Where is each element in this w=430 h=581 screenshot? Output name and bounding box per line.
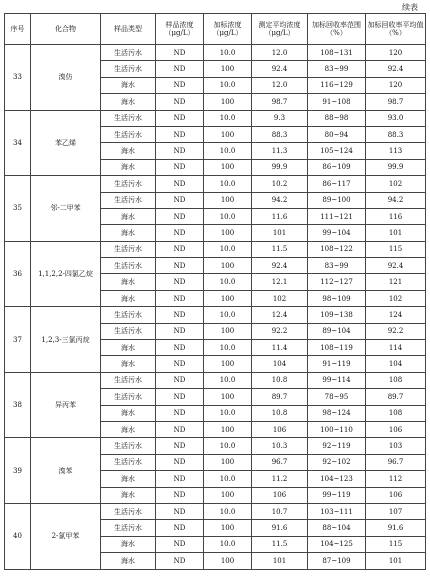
sample-conc-cell: ND [156,143,204,159]
recovery-mean-cell: 98.7 [366,94,426,110]
spike-conc-cell: 100 [204,323,252,339]
sample-type-cell: 生活污水 [101,192,156,208]
spike-conc-cell: 10.0 [204,45,252,61]
recovery-range-cell: 86~109 [308,159,366,175]
recovery-range-cell: 98~109 [308,290,366,306]
mean-measured-cell: 106 [252,487,308,503]
sample-type-cell: 海水 [101,94,156,110]
table-row [5,372,426,388]
mean-measured-cell: 11.5 [252,241,308,257]
table-row [5,110,426,126]
recovery-range-cell: 89~104 [308,323,366,339]
header-no: 序号 [5,14,31,45]
sample-type-cell: 海水 [101,536,156,552]
recovery-range-cell: 108~119 [308,340,366,356]
spike-conc-cell: 100 [204,356,252,372]
sample-conc-cell: ND [156,405,204,421]
spike-conc-cell: 100 [204,61,252,77]
mean-measured-cell: 11.5 [252,536,308,552]
sample-type-cell: 海水 [101,274,156,290]
mean-measured-cell: 10.3 [252,438,308,454]
recovery-mean-cell: 99.9 [366,159,426,175]
sample-conc-cell: ND [156,471,204,487]
sample-type-cell: 海水 [101,421,156,437]
sample-type-cell: 生活污水 [101,438,156,454]
compound-name-cell: 溴苯 [31,438,101,504]
recovery-range-cell: 99~104 [308,225,366,241]
spike-conc-cell: 100 [204,290,252,306]
recovery-mean-cell: 108 [366,405,426,421]
compound-no-cell: 39 [5,438,31,504]
spike-conc-cell: 10.0 [204,208,252,224]
sample-conc-cell: ND [156,61,204,77]
sample-conc-cell: ND [156,126,204,142]
recovery-range-cell: 112~127 [308,274,366,290]
sample-type-cell: 生活污水 [101,110,156,126]
recovery-range-cell: 103~111 [308,503,366,519]
mean-measured-cell: 92.4 [252,258,308,274]
spike-conc-cell: 10.0 [204,503,252,519]
spike-conc-cell: 100 [204,258,252,274]
compound-name-cell: 异丙苯 [31,372,101,438]
compound-no-cell: 35 [5,176,31,242]
spike-conc-cell: 10.0 [204,471,252,487]
spike-conc-cell: 100 [204,159,252,175]
header-row [5,14,426,45]
recovery-mean-cell: 116 [366,208,426,224]
mean-measured-cell: 102 [252,290,308,306]
recovery-mean-cell: 114 [366,340,426,356]
sample-conc-cell: ND [156,487,204,503]
spike-conc-cell: 100 [204,553,252,569]
sample-type-cell: 生活污水 [101,520,156,536]
recovery-mean-cell: 107 [366,503,426,519]
recovery-mean-cell: 89.7 [366,389,426,405]
mean-measured-cell: 12.4 [252,307,308,323]
table-row [5,45,426,61]
recovery-mean-cell: 101 [366,553,426,569]
recovery-range-cell: 88~98 [308,110,366,126]
recovery-range-cell: 92~102 [308,454,366,470]
recovery-mean-cell: 112 [366,471,426,487]
mean-measured-cell: 99.9 [252,159,308,175]
header-mean-measured: 测定平均浓度（μg/L） [252,14,308,45]
sample-type-cell: 海水 [101,487,156,503]
recovery-range-cell: 116~129 [308,77,366,93]
recovery-range-cell: 104~123 [308,471,366,487]
spike-conc-cell: 10.0 [204,143,252,159]
recovery-mean-cell: 93.0 [366,110,426,126]
sample-conc-cell: ND [156,356,204,372]
sample-conc-cell: ND [156,176,204,192]
spike-conc-cell: 100 [204,421,252,437]
sample-conc-cell: ND [156,520,204,536]
sample-type-cell: 海水 [101,208,156,224]
recovery-mean-cell: 103 [366,438,426,454]
recovery-table [4,13,426,570]
sample-type-cell: 生活污水 [101,61,156,77]
recovery-range-cell: 91~119 [308,356,366,372]
recovery-mean-cell: 108 [366,372,426,388]
recovery-range-cell: 83~99 [308,61,366,77]
compound-name-cell: 1,2,3-三氯丙烷 [31,307,101,373]
spike-conc-cell: 10.0 [204,405,252,421]
recovery-range-cell: 108~131 [308,45,366,61]
recovery-mean-cell: 120 [366,77,426,93]
spike-conc-cell: 10.0 [204,77,252,93]
table-row [5,438,426,454]
sample-type-cell: 生活污水 [101,454,156,470]
sample-type-cell: 海水 [101,290,156,306]
mean-measured-cell: 98.7 [252,94,308,110]
recovery-mean-cell: 120 [366,45,426,61]
spike-conc-cell: 10.0 [204,307,252,323]
recovery-range-cell: 91~108 [308,94,366,110]
spike-conc-cell: 100 [204,520,252,536]
sample-type-cell: 生活污水 [101,126,156,142]
sample-conc-cell: ND [156,503,204,519]
recovery-range-cell: 109~138 [308,307,366,323]
table-row [5,307,426,323]
recovery-mean-cell: 88.3 [366,126,426,142]
recovery-range-cell: 78~95 [308,389,366,405]
compound-no-cell: 38 [5,372,31,438]
spike-conc-cell: 10.0 [204,536,252,552]
mean-measured-cell: 12.0 [252,77,308,93]
sample-type-cell: 海水 [101,77,156,93]
spike-conc-cell: 100 [204,454,252,470]
recovery-mean-cell: 101 [366,225,426,241]
recovery-mean-cell: 94.2 [366,192,426,208]
spike-conc-cell: 10.0 [204,241,252,257]
recovery-range-cell: 88~104 [308,520,366,536]
sample-type-cell: 生活污水 [101,372,156,388]
recovery-mean-cell: 124 [366,307,426,323]
recovery-range-cell: 87~109 [308,553,366,569]
compound-name-cell: 1,1,2,2-四氯乙烷 [31,241,101,307]
header-recovery-mean: 加标回收率平均值（%） [366,14,426,45]
recovery-mean-cell: 113 [366,143,426,159]
table-caption: 续表 [402,3,418,12]
mean-measured-cell: 12.0 [252,45,308,61]
spike-conc-cell: 100 [204,94,252,110]
mean-measured-cell: 94.2 [252,192,308,208]
header-compound: 化合物 [31,14,101,45]
compound-name-cell: 溴仿 [31,45,101,111]
mean-measured-cell: 10.8 [252,405,308,421]
recovery-range-cell: 80~94 [308,126,366,142]
sample-conc-cell: ND [156,45,204,61]
sample-conc-cell: ND [156,258,204,274]
sample-conc-cell: ND [156,94,204,110]
sample-type-cell: 生活污水 [101,503,156,519]
compound-name-cell: 2-氯甲苯 [31,503,101,569]
table-row [5,503,426,519]
sample-type-cell: 生活污水 [101,307,156,323]
compound-name-cell: 邻-二甲苯 [31,176,101,242]
recovery-range-cell: 86~117 [308,176,366,192]
compound-name-cell: 苯乙烯 [31,110,101,176]
sample-conc-cell: ND [156,454,204,470]
table-row [5,176,426,192]
spike-conc-cell: 10.0 [204,274,252,290]
compound-no-cell: 33 [5,45,31,111]
sample-conc-cell: ND [156,110,204,126]
mean-measured-cell: 88.3 [252,126,308,142]
sample-conc-cell: ND [156,536,204,552]
recovery-range-cell: 105~124 [308,143,366,159]
sample-type-cell: 生活污水 [101,323,156,339]
mean-measured-cell: 11.4 [252,340,308,356]
header-recovery-range: 加标回收率范围（%） [308,14,366,45]
recovery-mean-cell: 92.4 [366,61,426,77]
spike-conc-cell: 10.0 [204,176,252,192]
sample-conc-cell: ND [156,208,204,224]
table-row [5,241,426,257]
recovery-mean-cell: 106 [366,487,426,503]
sample-conc-cell: ND [156,323,204,339]
recovery-mean-cell: 106 [366,421,426,437]
sample-type-cell: 生活污水 [101,176,156,192]
sample-type-cell: 海水 [101,340,156,356]
sample-type-cell: 海水 [101,356,156,372]
recovery-range-cell: 92~119 [308,438,366,454]
mean-measured-cell: 11.2 [252,471,308,487]
compound-no-cell: 37 [5,307,31,373]
spike-conc-cell: 100 [204,487,252,503]
table-body [5,45,426,570]
recovery-range-cell: 99~114 [308,372,366,388]
spike-conc-cell: 10.0 [204,438,252,454]
sample-conc-cell: ND [156,340,204,356]
sample-type-cell: 生活污水 [101,241,156,257]
recovery-mean-cell: 104 [366,356,426,372]
mean-measured-cell: 106 [252,421,308,437]
recovery-mean-cell: 115 [366,536,426,552]
sample-conc-cell: ND [156,372,204,388]
mean-measured-cell: 11.6 [252,208,308,224]
sample-type-cell: 生活污水 [101,389,156,405]
spike-conc-cell: 10.0 [204,110,252,126]
mean-measured-cell: 10.7 [252,503,308,519]
mean-measured-cell: 11.3 [252,143,308,159]
sample-type-cell: 海水 [101,159,156,175]
mean-measured-cell: 89.7 [252,389,308,405]
spike-conc-cell: 10.0 [204,340,252,356]
spike-conc-cell: 100 [204,389,252,405]
sample-type-cell: 海水 [101,143,156,159]
sample-conc-cell: ND [156,307,204,323]
compound-no-cell: 36 [5,241,31,307]
recovery-mean-cell: 115 [366,241,426,257]
sample-conc-cell: ND [156,225,204,241]
mean-measured-cell: 91.6 [252,520,308,536]
recovery-range-cell: 111~121 [308,208,366,224]
mean-measured-cell: 10.8 [252,372,308,388]
spike-conc-cell: 100 [204,192,252,208]
recovery-range-cell: 83~99 [308,258,366,274]
recovery-range-cell: 104~125 [308,536,366,552]
sample-conc-cell: ND [156,192,204,208]
sample-conc-cell: ND [156,389,204,405]
recovery-mean-cell: 91.6 [366,520,426,536]
compound-no-cell: 40 [5,503,31,569]
sample-type-cell: 海水 [101,405,156,421]
recovery-mean-cell: 102 [366,176,426,192]
mean-measured-cell: 104 [252,356,308,372]
recovery-mean-cell: 96.7 [366,454,426,470]
sample-conc-cell: ND [156,421,204,437]
header-spike-conc: 加标浓度（μg/L） [204,14,252,45]
recovery-range-cell: 100~110 [308,421,366,437]
sample-conc-cell: ND [156,77,204,93]
sample-type-cell: 生活污水 [101,45,156,61]
recovery-mean-cell: 121 [366,274,426,290]
recovery-mean-cell: 92.2 [366,323,426,339]
sample-conc-cell: ND [156,290,204,306]
sample-conc-cell: ND [156,274,204,290]
sample-type-cell: 海水 [101,553,156,569]
mean-measured-cell: 12.1 [252,274,308,290]
recovery-mean-cell: 92.4 [366,258,426,274]
recovery-mean-cell: 102 [366,290,426,306]
mean-measured-cell: 101 [252,553,308,569]
sample-type-cell: 生活污水 [101,258,156,274]
mean-measured-cell: 92.2 [252,323,308,339]
spike-conc-cell: 10.0 [204,372,252,388]
spike-conc-cell: 100 [204,126,252,142]
sample-conc-cell: ND [156,438,204,454]
mean-measured-cell: 92.4 [252,61,308,77]
mean-measured-cell: 9.3 [252,110,308,126]
sample-type-cell: 海水 [101,225,156,241]
recovery-range-cell: 98~124 [308,405,366,421]
sample-conc-cell: ND [156,553,204,569]
mean-measured-cell: 101 [252,225,308,241]
sample-conc-cell: ND [156,159,204,175]
recovery-range-cell: 99~119 [308,487,366,503]
header-sample-type: 样品类型 [101,14,156,45]
compound-no-cell: 34 [5,110,31,176]
sample-conc-cell: ND [156,241,204,257]
mean-measured-cell: 96.7 [252,454,308,470]
spike-conc-cell: 100 [204,225,252,241]
recovery-range-cell: 89~100 [308,192,366,208]
header-sample-conc: 样品浓度（μg/L） [156,14,204,45]
mean-measured-cell: 10.2 [252,176,308,192]
sample-type-cell: 海水 [101,471,156,487]
recovery-range-cell: 108~122 [308,241,366,257]
